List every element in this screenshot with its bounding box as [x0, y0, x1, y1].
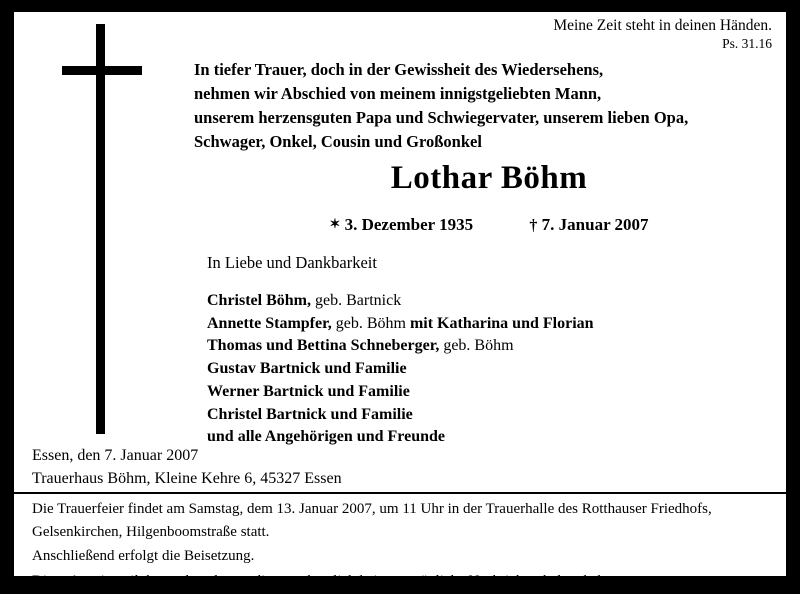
birth-star-icon: ✶	[329, 216, 341, 231]
list-item	[207, 290, 594, 313]
birth-date-group	[329, 215, 477, 234]
survivor-name: Annette Stampfer,	[207, 314, 332, 332]
survivor-detail: geb. Bartnick	[311, 292, 402, 309]
survivor-name: Gustav Bartnick und Familie	[207, 360, 407, 378]
survivor-name: und alle Angehörigen und Freunde	[207, 428, 445, 446]
list-item	[207, 358, 594, 381]
intro-line-1: In tiefer Trauer, doch in der Gewissheit des Wiedersehens,	[194, 60, 604, 79]
motto-text: Meine Zeit steht in deinen Händen.	[553, 17, 772, 34]
survivor-detail: geb. Böhm	[331, 314, 410, 332]
footer-notes	[32, 498, 776, 594]
intro-line-2: nehmen wir Abschied von meinem innigstgeliebten Mann,	[194, 84, 602, 104]
motto-block	[553, 16, 772, 53]
survivor-name: Christel Bartnick und Familie	[207, 405, 413, 423]
cross-vertical-bar	[96, 24, 105, 434]
birth-date: 3. Dezember 1935	[344, 215, 474, 234]
place-and-date	[32, 444, 342, 490]
burial-note: Anschließend erfolgt die Beisetzung.	[32, 548, 255, 564]
motto-reference: Ps. 31.16	[722, 36, 772, 52]
divider	[14, 492, 786, 494]
intro-line-4: Schwager, Onkel, Cousin und Großonkel	[194, 132, 482, 152]
cross-icon	[62, 24, 142, 434]
list-item	[207, 381, 594, 404]
death-cross-icon: †	[529, 217, 538, 234]
funeral-note	[32, 498, 776, 543]
survivor-extra: mit Katharina und Florian	[409, 314, 594, 332]
death-date-group	[529, 215, 648, 234]
survivor-detail: geb. Böhm	[439, 337, 514, 355]
gratitude-line: In Liebe und Dankbarkeit	[207, 253, 377, 272]
deceased-name: Lothar Böhm	[390, 160, 588, 196]
place-date-line: Essen, den 7. Januar 2007	[32, 447, 199, 464]
survivor-name: Christel Böhm,	[207, 292, 311, 309]
intro-paragraph	[194, 58, 794, 154]
list-item	[207, 404, 594, 427]
obituary-inner	[14, 12, 786, 589]
life-dates	[194, 215, 784, 235]
intro-line-3: unserem herzensguten Papa und Schwiegervater, unserem lieben Opa,	[194, 108, 689, 128]
survivor-name: Werner Bartnick und Familie	[207, 382, 410, 400]
funeral-note-line-2: Gelsenkirchen, Hilgenboomstraße statt.	[32, 523, 270, 540]
list-item	[207, 313, 594, 336]
announcement-note: Diese Anzeige gilt besonders denen, die versehentlich keine persönliche Nachricht erhalten haben.	[32, 572, 624, 589]
death-date: 7. Januar 2007	[541, 215, 649, 234]
funeral-note-line-1: Die Trauerfeier findet am Samstag, dem 13. Januar 2007, um 11 Uhr in der Trauerhalle des Rotthauser Friedhofs,	[32, 501, 712, 517]
survivors-list	[207, 290, 594, 449]
survivor-name: Thomas und Bettina Schneberger,	[207, 337, 440, 355]
mourning-house-line: Trauerhaus Böhm, Kleine Kehre 6, 45327 Essen	[32, 470, 342, 488]
list-item	[207, 335, 594, 358]
cross-horizontal-bar	[62, 66, 142, 75]
